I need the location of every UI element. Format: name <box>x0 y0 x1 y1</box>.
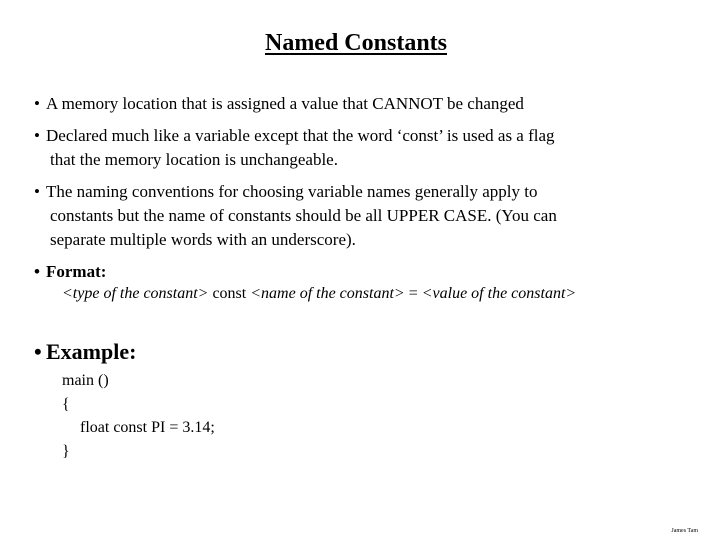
bullet-marker: • <box>34 339 42 364</box>
format-name-placeholder: <name of the constant> <box>250 285 405 302</box>
bullet-text: The naming conventions for choosing variable names generally apply to <box>46 182 538 201</box>
format-label: Format: <box>46 262 107 281</box>
code-line: { <box>62 396 70 413</box>
slide-title: Named Constants <box>264 30 447 56</box>
bullet-marker: • <box>34 182 40 201</box>
bullet-declared <box>34 124 555 172</box>
format-type-placeholder: <type of the constant> <box>62 285 209 302</box>
code-line: float const PI = 3.14; <box>80 419 215 436</box>
example-label: Example: <box>46 339 137 364</box>
format-value-placeholder: <value of the constant> <box>421 285 577 302</box>
bullet-text-continued: that the memory location is unchangeable. <box>50 150 338 169</box>
bullet-marker: • <box>34 94 40 113</box>
code-line: } <box>62 443 70 460</box>
format-const-keyword: const <box>208 285 251 302</box>
format-equals: = <box>404 285 422 302</box>
format-syntax <box>62 285 576 303</box>
author-signature: James Tam <box>671 528 698 534</box>
bullet-text-continued: constants but the name of constants should be all UPPER CASE. (You can <box>50 206 557 225</box>
bullet-marker: • <box>34 126 40 145</box>
bullet-text: A memory location that is assigned a value that CANNOT be changed <box>46 94 524 113</box>
bullet-naming-conventions <box>34 180 557 252</box>
bullet-marker: • <box>34 262 40 281</box>
bullet-memory-location <box>34 92 524 116</box>
bullet-format <box>34 260 106 284</box>
code-line: main () <box>62 372 109 389</box>
bullet-example <box>34 340 136 364</box>
bullet-text-continued: separate multiple words with an underscore). <box>50 230 356 249</box>
bullet-text: Declared much like a variable except that the word ‘const’ is used as a flag <box>46 126 555 145</box>
